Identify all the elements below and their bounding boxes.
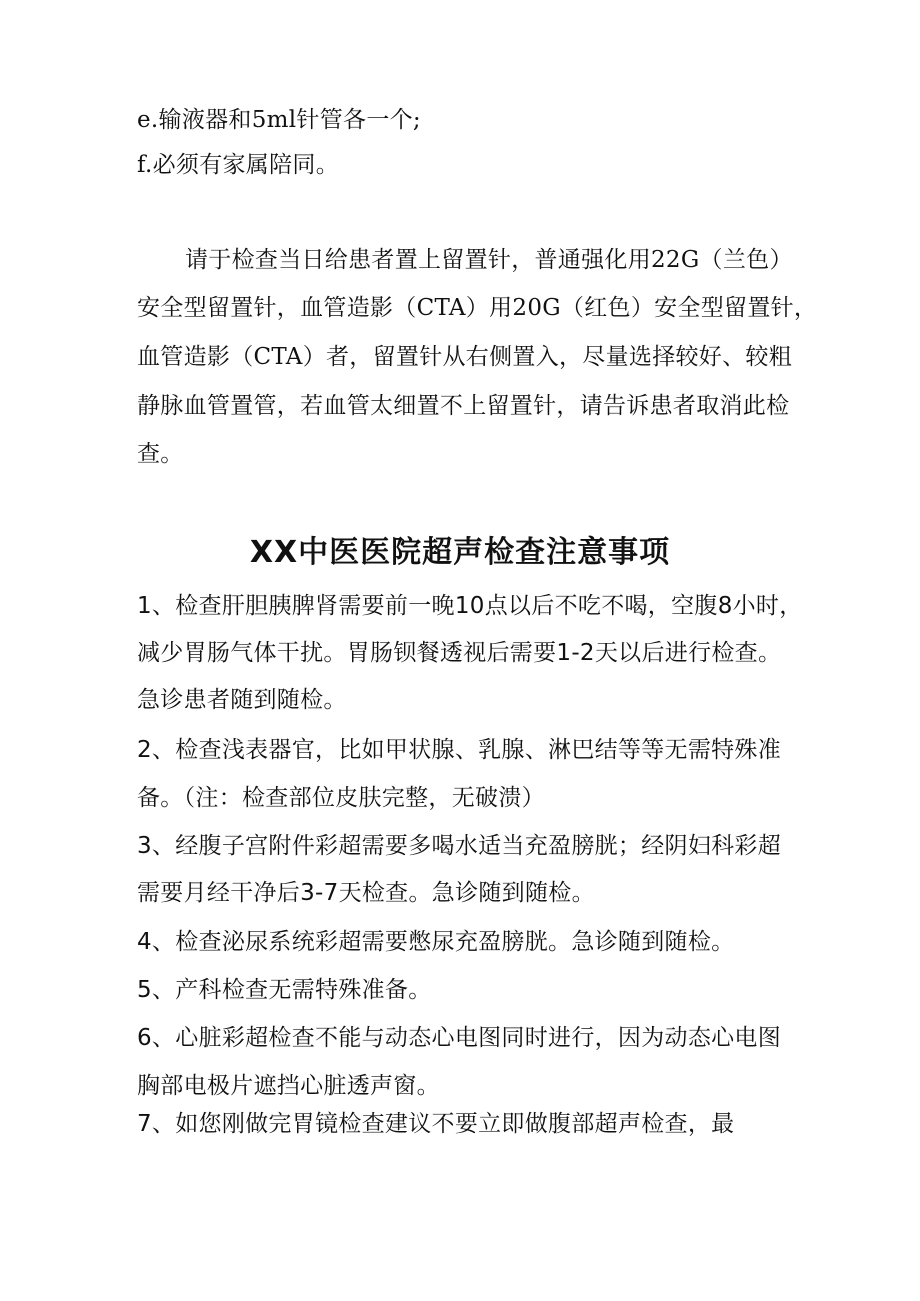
notice-line: 急诊患者随到随检。 — [137, 687, 347, 713]
notice-line: 减少胃肠气体干扰。胃肠钡餐透视后需要1-2天以后进行检查。 — [137, 640, 782, 666]
notice-line: 3、经腹子宫附件彩超需要多喝水适当充盈膀胱；经阴妇科彩超 — [137, 833, 782, 859]
notice-line: 6、心脏彩超检查不能与动态心电图同时进行，因为动态心电图 — [137, 1025, 782, 1051]
section-title: XX中医医院超声检查注意事项 — [249, 535, 671, 570]
needle-paragraph-line-1: 请于检查当日给患者置上留置针，普通强化用22G（兰色） — [185, 247, 793, 273]
notice-line: 2、检查浅表器官，比如甲状腺、乳腺、淋巴结等等无需特殊准 — [137, 737, 782, 763]
notice-line: 胸部电极片遮挡心脏透声窗。 — [137, 1073, 440, 1099]
notice-line: 4、检查泌尿系统彩超需要憋尿充盈膀胱。急诊随到随检。 — [137, 929, 735, 955]
item-e: e.输液器和5ml针管各一个; — [137, 107, 421, 133]
needle-paragraph-line-3: 血管造影（CTA）者，留置针从右侧置入，尽量选择较好、较粗 — [137, 344, 792, 370]
item-f: f.必须有家属陪同。 — [137, 152, 340, 178]
notice-line: 1、检查肝胆胰脾肾需要前一晚10点以后不吃不喝，空腹8小时， — [137, 593, 803, 619]
needle-paragraph-line-4: 静脉血管置管，若血管太细置不上留置针，请告诉患者取消此检 — [137, 393, 790, 419]
needle-paragraph-line-2: 安全型留置针，血管造影（CTA）用20G（红色）安全型留置针， — [137, 295, 818, 321]
notice-line: 5、产科检查无需特殊准备。 — [137, 977, 432, 1003]
notice-line: 需要月经干净后3-7天检查。急诊随到随检。 — [137, 880, 595, 906]
notice-line: 备。（注：检查部位皮肤完整，无破溃） — [137, 785, 545, 811]
needle-paragraph-line-5: 查。 — [137, 441, 184, 467]
notice-line: 7、如您刚做完胃镜检查建议不要立即做腹部超声检查，最 — [137, 1111, 735, 1137]
